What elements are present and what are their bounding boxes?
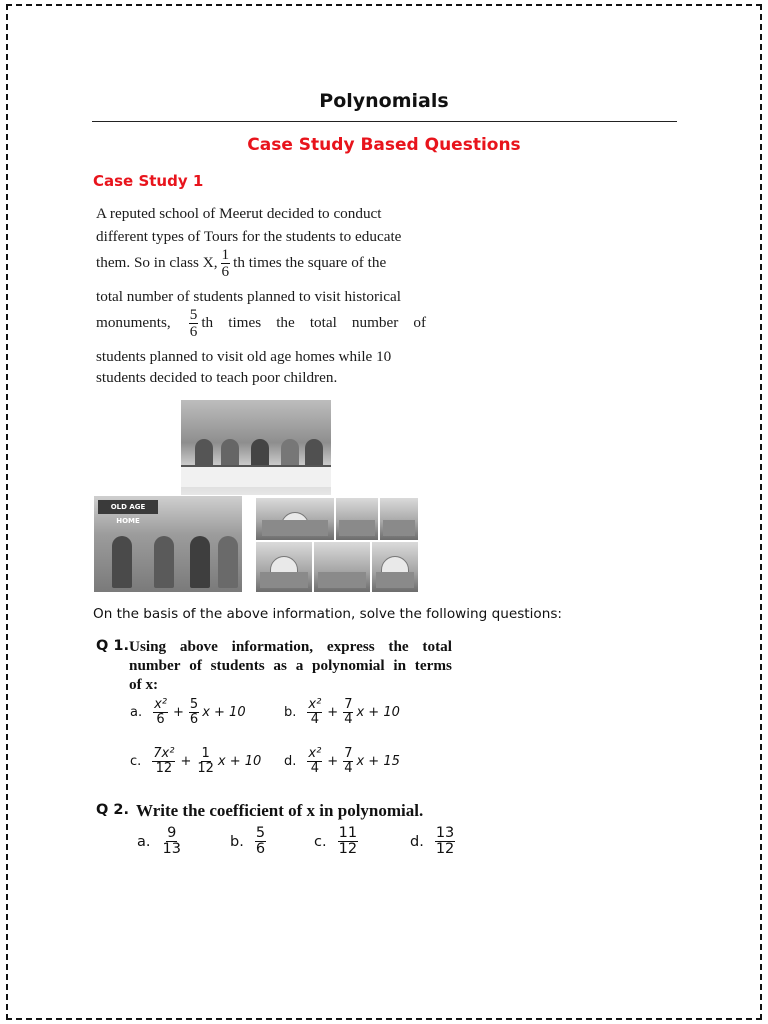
fraction: [338, 826, 358, 857]
option-label: a.: [137, 833, 151, 850]
option-tail: x + 10: [217, 753, 262, 769]
passage-line: [96, 247, 426, 280]
option-label: b.: [230, 833, 244, 850]
question-word: information,: [231, 638, 314, 655]
fraction-numerator: 11: [338, 825, 358, 841]
option-label: b.: [284, 704, 297, 720]
fraction: [162, 826, 182, 857]
fraction: [307, 747, 322, 775]
fraction-numerator: 1: [201, 746, 210, 761]
classroom-photo: [181, 400, 331, 495]
fraction-denominator: 4: [310, 711, 319, 727]
fraction-denominator: 4: [344, 711, 353, 727]
question-word: total: [422, 638, 452, 655]
instruction-text: On the basis of the above information, solve the following questions:: [93, 606, 563, 622]
passage-text: th times the square of the: [233, 254, 387, 272]
fraction-denominator: 12: [435, 841, 455, 858]
monument-photo-taj: [256, 498, 334, 540]
question-word: terms: [414, 657, 452, 674]
monument-base: [376, 572, 415, 588]
plus-sign: +: [180, 753, 192, 769]
fraction-numerator: 9: [167, 825, 177, 841]
monument-base: [260, 572, 307, 588]
passage-line: students planned to visit old age homes while 10: [96, 348, 392, 365]
monument-photo: [372, 542, 418, 592]
photo-collage: [94, 398, 418, 594]
passage-text: times: [228, 314, 262, 332]
q2-option-d[interactable]: [410, 826, 458, 857]
fraction-denominator: 13: [162, 841, 181, 858]
question-word: as: [273, 657, 287, 674]
person-figure: [112, 536, 132, 588]
option-tail: x + 10: [356, 704, 400, 720]
fraction-numerator: 7: [344, 746, 353, 761]
fraction: [435, 826, 455, 857]
fraction-denominator: 12: [155, 760, 173, 776]
fraction: [307, 698, 322, 726]
passage-text: th: [201, 314, 214, 332]
fraction-denominator: 6: [255, 841, 266, 858]
fraction-denominator: 6: [189, 322, 198, 340]
monument-photo: [256, 542, 312, 592]
passage-line: students decided to teach poor children.: [96, 369, 338, 386]
question-word: Using: [129, 638, 167, 655]
monument-photo-gateway: [314, 542, 370, 592]
passage-text: number: [351, 314, 399, 332]
fraction-numerator: x²: [308, 746, 322, 761]
option-label: a.: [130, 704, 143, 720]
passage-line: total number of students planned to visit historical: [96, 288, 401, 305]
monument-base: [318, 572, 365, 588]
fraction-denominator: 6: [156, 711, 165, 727]
option-label: c.: [314, 833, 327, 850]
fraction-denominator: 4: [344, 760, 353, 776]
question-word: above: [179, 638, 218, 655]
passage-fraction-group: [186, 307, 213, 340]
passage-text: total: [309, 314, 337, 332]
fraction: [343, 747, 353, 775]
fraction-numerator: 7x²: [153, 746, 175, 761]
fraction: [189, 698, 199, 726]
fraction-five-sixths: [189, 307, 199, 340]
passage-line: different types of Tours for the students to educate: [96, 228, 402, 245]
fraction-numerator: 7: [344, 697, 353, 712]
person-figure: [218, 536, 238, 588]
fraction-one-sixth: [221, 247, 231, 280]
question-word: in: [393, 657, 407, 674]
old-age-home-sign: OLD AGE HOME: [98, 500, 158, 514]
fraction-numerator: x²: [308, 697, 322, 712]
question-word: the: [388, 638, 409, 655]
option-label: d.: [284, 753, 297, 769]
person-figure: [190, 536, 210, 588]
desk: [181, 465, 331, 487]
plus-sign: +: [327, 753, 339, 769]
fraction-numerator: 5: [189, 306, 198, 323]
fraction-denominator: 12: [338, 841, 358, 858]
fraction-numerator: 5: [189, 697, 199, 712]
fraction: [343, 698, 353, 726]
person-figure: [154, 536, 174, 588]
monument-photo: [336, 498, 378, 540]
question-number: Q 1.: [96, 638, 129, 654]
fraction-numerator: 13: [435, 825, 455, 841]
question-line: [129, 657, 452, 675]
case-study-heading: Case Study 1: [93, 172, 204, 190]
passage-text: them. So in class X,: [96, 254, 218, 272]
title-divider: [92, 121, 677, 122]
q1-option-c[interactable]: [130, 747, 261, 775]
fraction-denominator: 4: [310, 760, 319, 776]
section-subtitle: Case Study Based Questions: [247, 135, 521, 155]
q2-option-b[interactable]: [230, 826, 269, 857]
question-line: [129, 638, 452, 656]
fraction-numerator: x²: [154, 697, 168, 712]
fraction: [196, 747, 215, 775]
fraction: [153, 698, 168, 726]
passage-line: A reputed school of Meerut decided to conduct: [96, 205, 382, 222]
question-line: Write the coefficient of x in polynomial.: [136, 801, 424, 820]
monument-photo: [380, 498, 418, 540]
question-line: of x:: [129, 676, 159, 693]
monument-base: [262, 520, 328, 536]
question-number: Q 2.: [96, 802, 129, 818]
old-age-home-photo: [94, 496, 242, 592]
fraction-denominator: 6: [189, 711, 199, 727]
monument-base: [339, 520, 374, 536]
option-tail: x + 10: [202, 704, 246, 720]
fraction: [255, 826, 266, 857]
q1-option-b[interactable]: [284, 698, 400, 726]
question-word: express: [326, 638, 375, 655]
q2-option-a[interactable]: [137, 826, 185, 857]
question-word: polynomial: [312, 657, 385, 674]
option-label: c.: [130, 753, 142, 769]
q1-option-a[interactable]: [130, 698, 246, 726]
passage-text: the: [276, 314, 295, 332]
q2-option-c[interactable]: [314, 826, 361, 857]
plus-sign: +: [327, 704, 339, 720]
fraction: [152, 747, 175, 775]
plus-sign: +: [173, 704, 184, 720]
fraction-numerator: 1: [221, 246, 230, 263]
question-word: students: [210, 657, 265, 674]
q1-option-d[interactable]: [284, 747, 400, 775]
passage-text: of: [413, 314, 426, 332]
fraction-denominator: 6: [221, 262, 230, 280]
question-word: a: [295, 657, 304, 674]
option-label: d.: [410, 833, 424, 850]
fraction-denominator: 12: [197, 760, 214, 776]
page-title: Polynomials: [319, 90, 449, 112]
passage-line: [96, 307, 426, 340]
question-word: number: [129, 657, 181, 674]
passage-text: monuments,: [96, 314, 171, 332]
option-tail: x + 15: [356, 753, 400, 769]
monument-base: [383, 520, 415, 536]
question-word: of: [189, 657, 202, 674]
fraction-numerator: 5: [255, 825, 266, 841]
